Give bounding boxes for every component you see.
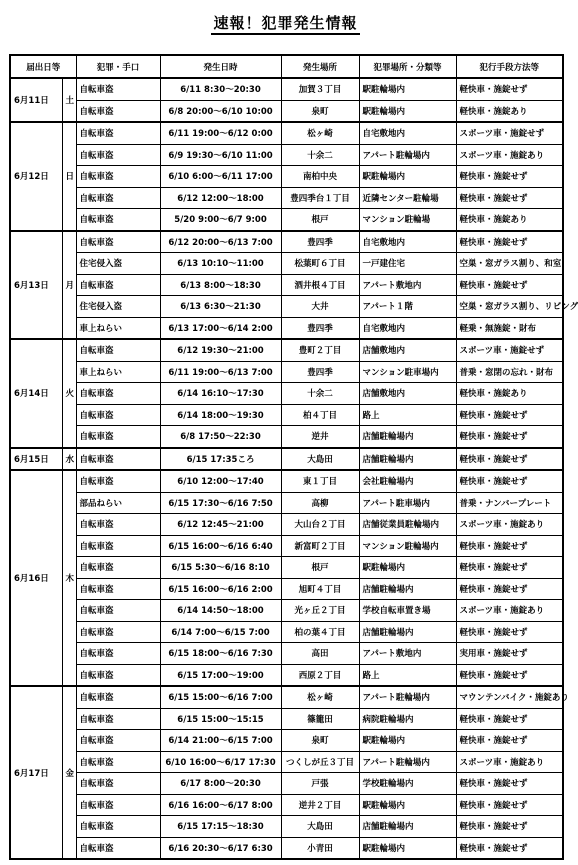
table-row	[10, 231, 563, 253]
method-cell: 軽快車・施錠せず	[456, 274, 563, 296]
crime-type-cell: 自転車盗	[76, 837, 160, 859]
place-category-cell: マンション駐輪場内	[359, 535, 456, 557]
method-cell: 実用車・施錠せず	[456, 643, 563, 665]
occurrence-time-cell: 6/15 16:00～6/16 6:40	[160, 535, 281, 557]
place-category-cell: 店舗駐輪場内	[359, 426, 456, 448]
table-row	[10, 166, 563, 188]
table-row	[10, 78, 563, 100]
place-category-cell: 駅駐輪場内	[359, 557, 456, 579]
table-row	[10, 426, 563, 448]
occurrence-time-cell: 6/13 8:00～18:30	[160, 274, 281, 296]
place-category-cell: 店舗駐輪場内	[359, 448, 456, 471]
place-category-cell: 路上	[359, 664, 456, 686]
day-of-week-cell: 土	[62, 78, 76, 122]
crime-type-cell: 自転車盗	[76, 730, 160, 752]
table-row	[10, 100, 563, 122]
place-category-cell: マンション駐車場内	[359, 361, 456, 383]
table-row	[10, 339, 563, 361]
occurrence-time-cell: 6/13 10:10～11:00	[160, 253, 281, 275]
method-cell: 軽快車・施錠せず	[456, 578, 563, 600]
occurrence-time-cell: 6/14 16:10～17:30	[160, 383, 281, 405]
table-row	[10, 600, 563, 622]
crime-type-cell: 自転車盗	[76, 643, 160, 665]
location-cell: 西原２丁目	[281, 664, 359, 686]
crime-report-table	[9, 54, 578, 860]
location-cell: 豊四季	[281, 317, 359, 339]
location-cell: 小青田	[281, 837, 359, 859]
table-row	[10, 253, 563, 275]
method-cell: 軽快車・施錠せず	[456, 708, 563, 730]
location-cell: 東１丁目	[281, 470, 359, 492]
crime-type-cell: 自転車盗	[76, 686, 160, 708]
method-cell: 軽快車・施錠せず	[456, 816, 563, 838]
method-cell: スポーツ車・施錠あり	[456, 751, 563, 773]
occurrence-time-cell: 6/14 14:50～18:00	[160, 600, 281, 622]
table-row	[10, 492, 563, 514]
method-cell: 軽乗・無施錠・財布	[456, 317, 563, 339]
crime-type-cell: 自転車盗	[76, 514, 160, 536]
place-category-cell: 病院駐輪場内	[359, 708, 456, 730]
crime-type-cell: 自転車盗	[76, 122, 160, 144]
table-row	[10, 470, 563, 492]
method-cell: 軽快車・施錠せず	[456, 426, 563, 448]
report-date-cell: 6月11日	[10, 78, 62, 122]
crime-type-cell: 自転車盗	[76, 794, 160, 816]
table-row	[10, 837, 563, 859]
occurrence-time-cell: 6/10 16:00～6/17 17:30	[160, 751, 281, 773]
crime-type-cell: 自転車盗	[76, 557, 160, 579]
location-cell: 高柳	[281, 492, 359, 514]
header-occurrence-time: 発生日時	[160, 55, 281, 78]
place-category-cell: 駅駐輪場内	[359, 78, 456, 100]
table-row	[10, 578, 563, 600]
occurrence-time-cell: 6/11 8:30～20:30	[160, 78, 281, 100]
occurrence-time-cell: 6/10 6:00～6/11 17:00	[160, 166, 281, 188]
place-category-cell: 自宅敷地内	[359, 231, 456, 253]
occurrence-time-cell: 6/13 17:00～6/14 2:00	[160, 317, 281, 339]
place-category-cell: 駅駐輪場内	[359, 794, 456, 816]
report-date-cell: 6月17日	[10, 686, 62, 859]
occurrence-time-cell: 6/11 19:00～6/12 0:00	[160, 122, 281, 144]
method-cell: 空巣・窓ガラス割り、和室	[456, 253, 563, 275]
crime-type-cell: 自転車盗	[76, 426, 160, 448]
crime-type-cell: 住宅侵入盗	[76, 296, 160, 318]
place-category-cell: アパート駐輪場内	[359, 144, 456, 166]
occurrence-time-cell: 6/10 12:00～17:40	[160, 470, 281, 492]
method-cell: 軽快車・施錠せず	[456, 794, 563, 816]
method-cell: 軽快車・施錠せず	[456, 621, 563, 643]
method-cell: 空巣・窓ガラス割り、リビング	[456, 296, 563, 318]
place-category-cell: 一戸建住宅	[359, 253, 456, 275]
table-row	[10, 816, 563, 838]
occurrence-time-cell: 6/15 5:30～6/16 8:10	[160, 557, 281, 579]
table-row	[10, 794, 563, 816]
header-crime-type: 犯罪・手口	[76, 55, 160, 78]
location-cell: 新富町２丁目	[281, 535, 359, 557]
location-cell: 光ヶ丘２丁目	[281, 600, 359, 622]
crime-type-cell: 自転車盗	[76, 708, 160, 730]
table-row	[10, 383, 563, 405]
method-cell: 軽快車・施錠せず	[456, 773, 563, 795]
location-cell: 柏の葉４丁目	[281, 621, 359, 643]
header-location: 発生場所	[281, 55, 359, 78]
method-cell: 軽快車・施錠せず	[456, 187, 563, 209]
table-row	[10, 274, 563, 296]
place-category-cell: アパート１階	[359, 296, 456, 318]
crime-type-cell: 自転車盗	[76, 144, 160, 166]
location-cell: 柏４丁目	[281, 404, 359, 426]
occurrence-time-cell: 6/8 20:00～6/10 10:00	[160, 100, 281, 122]
location-cell: 大島田	[281, 448, 359, 471]
crime-type-cell: 自転車盗	[76, 535, 160, 557]
place-category-cell: アパート敷地内	[359, 643, 456, 665]
occurrence-time-cell: 6/17 8:00～20:30	[160, 773, 281, 795]
crime-type-cell: 車上ねらい	[76, 317, 160, 339]
table-row	[10, 296, 563, 318]
day-of-week-cell: 火	[62, 339, 76, 448]
table-row	[10, 404, 563, 426]
table-row	[10, 643, 563, 665]
header-report-date: 届出日等	[10, 55, 76, 78]
method-cell: 軽快車・施錠せず	[456, 535, 563, 557]
table-row	[10, 187, 563, 209]
table-row	[10, 144, 563, 166]
place-category-cell: 店舗駐輪場内	[359, 621, 456, 643]
occurrence-time-cell: 6/9 19:30～6/10 11:00	[160, 144, 281, 166]
method-cell: 軽快車・施錠せず	[456, 664, 563, 686]
occurrence-time-cell: 6/16 16:00～6/17 8:00	[160, 794, 281, 816]
location-cell: 豊四季	[281, 231, 359, 253]
method-cell: 軽快車・施錠あり	[456, 209, 563, 231]
location-cell: 豊四季台１丁目	[281, 187, 359, 209]
crime-type-cell: 自転車盗	[76, 209, 160, 231]
method-cell: 軽快車・施錠せず	[456, 231, 563, 253]
page-title-text: 速報！犯罪発生情報	[211, 14, 359, 35]
occurrence-time-cell: 5/20 9:00～6/7 9:00	[160, 209, 281, 231]
location-cell: 逆井２丁目	[281, 794, 359, 816]
crime-type-cell: 住宅侵入盗	[76, 253, 160, 275]
table-row	[10, 730, 563, 752]
place-category-cell: 店舗駐輪場内	[359, 816, 456, 838]
method-cell: 普乗・ナンバープレート	[456, 492, 563, 514]
method-cell: スポーツ車・施錠せず	[456, 122, 563, 144]
location-cell: 豊四季	[281, 361, 359, 383]
place-category-cell: 自宅敷地内	[359, 317, 456, 339]
location-cell: 豊町２丁目	[281, 339, 359, 361]
location-cell: つくしが丘３丁目	[281, 751, 359, 773]
table-row	[10, 209, 563, 231]
method-cell: 軽快車・施錠せず	[456, 78, 563, 100]
occurrence-time-cell: 6/15 17:35ころ	[160, 448, 281, 471]
location-cell: 高田	[281, 643, 359, 665]
location-cell: 大井	[281, 296, 359, 318]
table-row	[10, 557, 563, 579]
place-category-cell: アパート駐輪場内	[359, 751, 456, 773]
method-cell: 軽快車・施錠あり	[456, 100, 563, 122]
report-date-cell: 6月12日	[10, 122, 62, 231]
occurrence-time-cell: 6/14 21:00～6/15 7:00	[160, 730, 281, 752]
place-category-cell: 店舗敷地内	[359, 383, 456, 405]
location-cell: 十余二	[281, 144, 359, 166]
method-cell: 軽快車・施錠せず	[456, 404, 563, 426]
crime-type-cell: 自転車盗	[76, 383, 160, 405]
occurrence-time-cell: 6/12 12:45～21:00	[160, 514, 281, 536]
crime-type-cell: 車上ねらい	[76, 361, 160, 383]
location-cell: 泉町	[281, 100, 359, 122]
occurrence-time-cell: 6/13 6:30～21:30	[160, 296, 281, 318]
occurrence-time-cell: 6/14 18:00～19:30	[160, 404, 281, 426]
location-cell: 松葉町６丁目	[281, 253, 359, 275]
occurrence-time-cell: 6/15 17:30～6/16 7:50	[160, 492, 281, 514]
table-row	[10, 708, 563, 730]
method-cell: 軽快車・施錠せず	[456, 166, 563, 188]
crime-type-cell: 自転車盗	[76, 231, 160, 253]
place-category-cell: 店舗従業員駐輪場内	[359, 514, 456, 536]
crime-type-cell: 自転車盗	[76, 470, 160, 492]
method-cell: 軽快車・施錠せず	[456, 730, 563, 752]
report-date-cell: 6月16日	[10, 470, 62, 686]
occurrence-time-cell: 6/14 7:00～6/15 7:00	[160, 621, 281, 643]
table-body	[10, 78, 578, 859]
occurrence-time-cell: 6/15 15:00～15:15	[160, 708, 281, 730]
location-cell: 酒井根４丁目	[281, 274, 359, 296]
table-header-row	[10, 55, 563, 78]
crime-type-cell: 自転車盗	[76, 404, 160, 426]
table-row	[10, 751, 563, 773]
day-of-week-cell: 水	[62, 448, 76, 471]
method-cell: スポーツ車・施錠せず	[456, 339, 563, 361]
crime-type-cell: 自転車盗	[76, 448, 160, 471]
place-category-cell: 会社駐輪場内	[359, 470, 456, 492]
place-category-cell: 自宅敷地内	[359, 122, 456, 144]
place-category-cell: 学校自転車置き場	[359, 600, 456, 622]
method-cell: マウンテンバイク・施錠あり	[456, 686, 563, 708]
location-cell: 篠籠田	[281, 708, 359, 730]
table-row	[10, 535, 563, 557]
location-cell: 大島田	[281, 816, 359, 838]
occurrence-time-cell: 6/12 12:00～18:00	[160, 187, 281, 209]
place-category-cell: マンション駐輪場	[359, 209, 456, 231]
occurrence-time-cell: 6/15 15:00～6/16 7:00	[160, 686, 281, 708]
location-cell: 松ヶ崎	[281, 686, 359, 708]
crime-type-cell: 自転車盗	[76, 78, 160, 100]
crime-type-cell: 自転車盗	[76, 751, 160, 773]
place-category-cell: 駅駐輪場内	[359, 730, 456, 752]
place-category-cell: 学校駐輪場内	[359, 773, 456, 795]
report-date-cell: 6月15日	[10, 448, 62, 471]
place-category-cell: 駅駐輪場内	[359, 100, 456, 122]
location-cell: 根戸	[281, 557, 359, 579]
table-row	[10, 621, 563, 643]
table-row	[10, 448, 563, 471]
table-row	[10, 773, 563, 795]
location-cell: 加賀３丁目	[281, 78, 359, 100]
place-category-cell: 店舗敷地内	[359, 339, 456, 361]
method-cell: 軽快車・施錠あり	[456, 383, 563, 405]
occurrence-time-cell: 6/15 16:00～6/16 2:00	[160, 578, 281, 600]
place-category-cell: 駅駐輪場内	[359, 837, 456, 859]
crime-type-cell: 自転車盗	[76, 187, 160, 209]
location-cell: 泉町	[281, 730, 359, 752]
place-category-cell: アパート敷地内	[359, 274, 456, 296]
crime-type-cell: 自転車盗	[76, 621, 160, 643]
method-cell: 軽快車・施錠せず	[456, 837, 563, 859]
header-method: 犯行手段方法等	[456, 55, 563, 78]
table-row	[10, 686, 563, 708]
occurrence-time-cell: 6/12 19:30～21:00	[160, 339, 281, 361]
crime-type-cell: 自転車盗	[76, 664, 160, 686]
table-row	[10, 122, 563, 144]
table-row	[10, 514, 563, 536]
location-cell: 松ヶ崎	[281, 122, 359, 144]
crime-type-cell: 自転車盗	[76, 339, 160, 361]
place-category-cell: 路上	[359, 404, 456, 426]
location-cell: 大山台２丁目	[281, 514, 359, 536]
place-category-cell: アパート駐輪場内	[359, 686, 456, 708]
report-date-cell: 6月13日	[10, 231, 62, 340]
crime-type-cell: 自転車盗	[76, 166, 160, 188]
day-of-week-cell: 月	[62, 231, 76, 340]
day-of-week-cell: 木	[62, 470, 76, 686]
crime-type-cell: 自転車盗	[76, 773, 160, 795]
place-category-cell: 近隣センター駐輪場	[359, 187, 456, 209]
day-of-week-cell: 金	[62, 686, 76, 859]
occurrence-time-cell: 6/8 17:50～22:30	[160, 426, 281, 448]
header-place-category: 犯罪場所・分類等	[359, 55, 456, 78]
method-cell: 軽快車・施錠せず	[456, 557, 563, 579]
method-cell: スポーツ車・施錠あり	[456, 144, 563, 166]
crime-type-cell: 自転車盗	[76, 274, 160, 296]
page-title	[0, 12, 571, 33]
crime-type-cell: 自転車盗	[76, 816, 160, 838]
method-cell: スポーツ車・施錠あり	[456, 514, 563, 536]
location-cell: 逆井	[281, 426, 359, 448]
method-cell: 普乗・窓閉の忘れ・財布	[456, 361, 563, 383]
method-cell: スポーツ車・施錠あり	[456, 600, 563, 622]
place-category-cell: 駅駐輪場内	[359, 166, 456, 188]
day-of-week-cell: 日	[62, 122, 76, 231]
location-cell: 旭町４丁目	[281, 578, 359, 600]
table-row	[10, 317, 563, 339]
location-cell: 十余二	[281, 383, 359, 405]
occurrence-time-cell: 6/15 17:00～19:00	[160, 664, 281, 686]
crime-type-cell: 自転車盗	[76, 578, 160, 600]
occurrence-time-cell: 6/15 17:15～18:30	[160, 816, 281, 838]
location-cell: 根戸	[281, 209, 359, 231]
place-category-cell: 店舗駐輪場内	[359, 578, 456, 600]
occurrence-time-cell: 6/11 19:00～6/13 7:00	[160, 361, 281, 383]
crime-type-cell: 部品ねらい	[76, 492, 160, 514]
occurrence-time-cell: 6/12 20:00～6/13 7:00	[160, 231, 281, 253]
place-category-cell: アパート駐車場内	[359, 492, 456, 514]
crime-type-cell: 自転車盗	[76, 100, 160, 122]
location-cell: 戸張	[281, 773, 359, 795]
table-row	[10, 664, 563, 686]
report-date-cell: 6月14日	[10, 339, 62, 448]
occurrence-time-cell: 6/16 20:30～6/17 6:30	[160, 837, 281, 859]
occurrence-time-cell: 6/15 18:00～6/16 7:30	[160, 643, 281, 665]
location-cell: 南柏中央	[281, 166, 359, 188]
method-cell: 軽快車・施錠せず	[456, 448, 563, 471]
crime-type-cell: 自転車盗	[76, 600, 160, 622]
table-row	[10, 361, 563, 383]
method-cell: 軽快車・施錠せず	[456, 470, 563, 492]
